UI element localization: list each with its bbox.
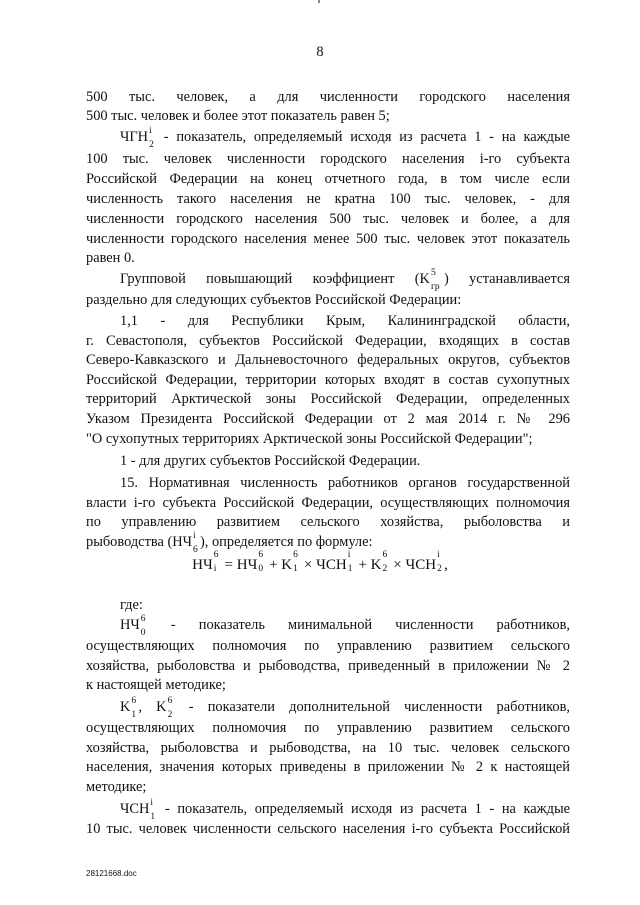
text-line: осуществляющих полномочия по управлению развитием сельского: [86, 720, 570, 736]
text-line: равен 0.: [86, 250, 135, 266]
text-line: НЧ 6 0 - показатель минимальной численности работников,: [120, 614, 570, 638]
symbol-chgn-2: ЧГН i 2: [120, 126, 154, 150]
text-line: населения, значения которых приведены в приложении № 2 к настоящей: [86, 759, 570, 775]
text-line: 500 тыс. человек, а для численности городского населения: [86, 89, 570, 105]
text-line: K 6 1 , K 6 2 - показатели дополнительной численности работников,: [120, 696, 570, 720]
text-line: Российской Федерации, территории которых входят в состав сухопутных: [86, 372, 570, 388]
text-line: осуществляющих полномочия по управлению развитием сельского: [86, 638, 570, 654]
text-line: 500 тыс. человек и более этот показатель равен 5;: [86, 108, 390, 124]
symbol-nch-0: НЧ 6 0: [120, 614, 146, 638]
text-line: 10 тыс. человек численности сельского населения i-го субъекта Российской: [86, 821, 570, 837]
text-line: 15. Нормативная численность работников органов государственной: [120, 475, 570, 491]
text-line: хозяйства, рыболовства и рыбоводства, приведенный в приложении № 2: [86, 658, 570, 674]
symbol-k-gr: K 5 гр: [419, 268, 440, 292]
symbol-nch-6: НЧ i 6: [172, 531, 198, 555]
text-line: ЧГН i 2 - показатель, определяемый исходя из расчета 1 - на каждые: [120, 126, 570, 150]
formula: НЧ 6 i = НЧ 6 0 + K 6 1 × ЧСН i 1 + K 6 2 × ЧСН i 2 ,: [192, 550, 448, 574]
text-line: к настоящей методике;: [86, 677, 226, 693]
text-line: ЧСН i 1 - показатель, определяемый исходя из расчета 1 - на каждые: [120, 798, 570, 822]
text-line: территорий Арктической зоны Российской Федерации, определенных: [86, 391, 570, 407]
text-line: где:: [120, 597, 143, 613]
text-line: власти i-го субъекта Российской Федерации, осуществляющих полномочия: [86, 495, 570, 511]
text-line: численность такого населения не кратна 100 тыс. человек, - для: [86, 191, 570, 207]
text-line: численности городского населения менее 500 тыс. человек этот показатель: [86, 231, 570, 247]
symbol-chsn-1: ЧСН i 1: [120, 798, 156, 822]
text-line: Северо-Кавказского и Дальневосточного федеральных округов, субъектов: [86, 352, 570, 368]
text-line: г. Севастополя, субъектов Российской Федерации, входящих в состав: [86, 333, 570, 349]
scan-mark: [318, 0, 320, 3]
text-line: раздельно для следующих субъектов Российской Федерации:: [86, 292, 462, 308]
text-line: 1 - для других субъектов Российской Федерации.: [120, 453, 421, 469]
page-number: 8: [316, 44, 324, 60]
text-line: "О сухопутных территориях Арктической зоны Российской Федерации";: [86, 431, 533, 447]
text-line: 100 тыс. человек численности городского населения i-го субъекта: [86, 151, 570, 167]
text-line: численности городского населения 500 тыс. человек и более, а для: [86, 211, 570, 227]
text-line: хозяйства, рыболовства и рыбоводства, на 10 тыс. человек сельского: [86, 740, 570, 756]
symbol-k1-k2: K 6 1 , K 6 2: [120, 696, 173, 720]
text-line: Указом Президента Российской Федерации от 2 мая 2014 г. № 296: [86, 411, 570, 427]
text-line: методике;: [86, 779, 147, 795]
text-line: Российской Федерации на конец отчетного года, в том числе если: [86, 171, 570, 187]
text-line: рыбоводства (НЧ i 6 ), определяется по формуле:: [86, 531, 373, 555]
text-line: Групповой повышающий коэффициент (K 5 гр ) устанавливается: [120, 268, 570, 292]
document-filename: 28121668.doc: [86, 869, 137, 878]
text-line: по управлению развитием сельского хозяйства, рыболовства и: [86, 514, 570, 530]
text-line: 1,1 - для Республики Крым, Калининградской области,: [120, 313, 570, 329]
